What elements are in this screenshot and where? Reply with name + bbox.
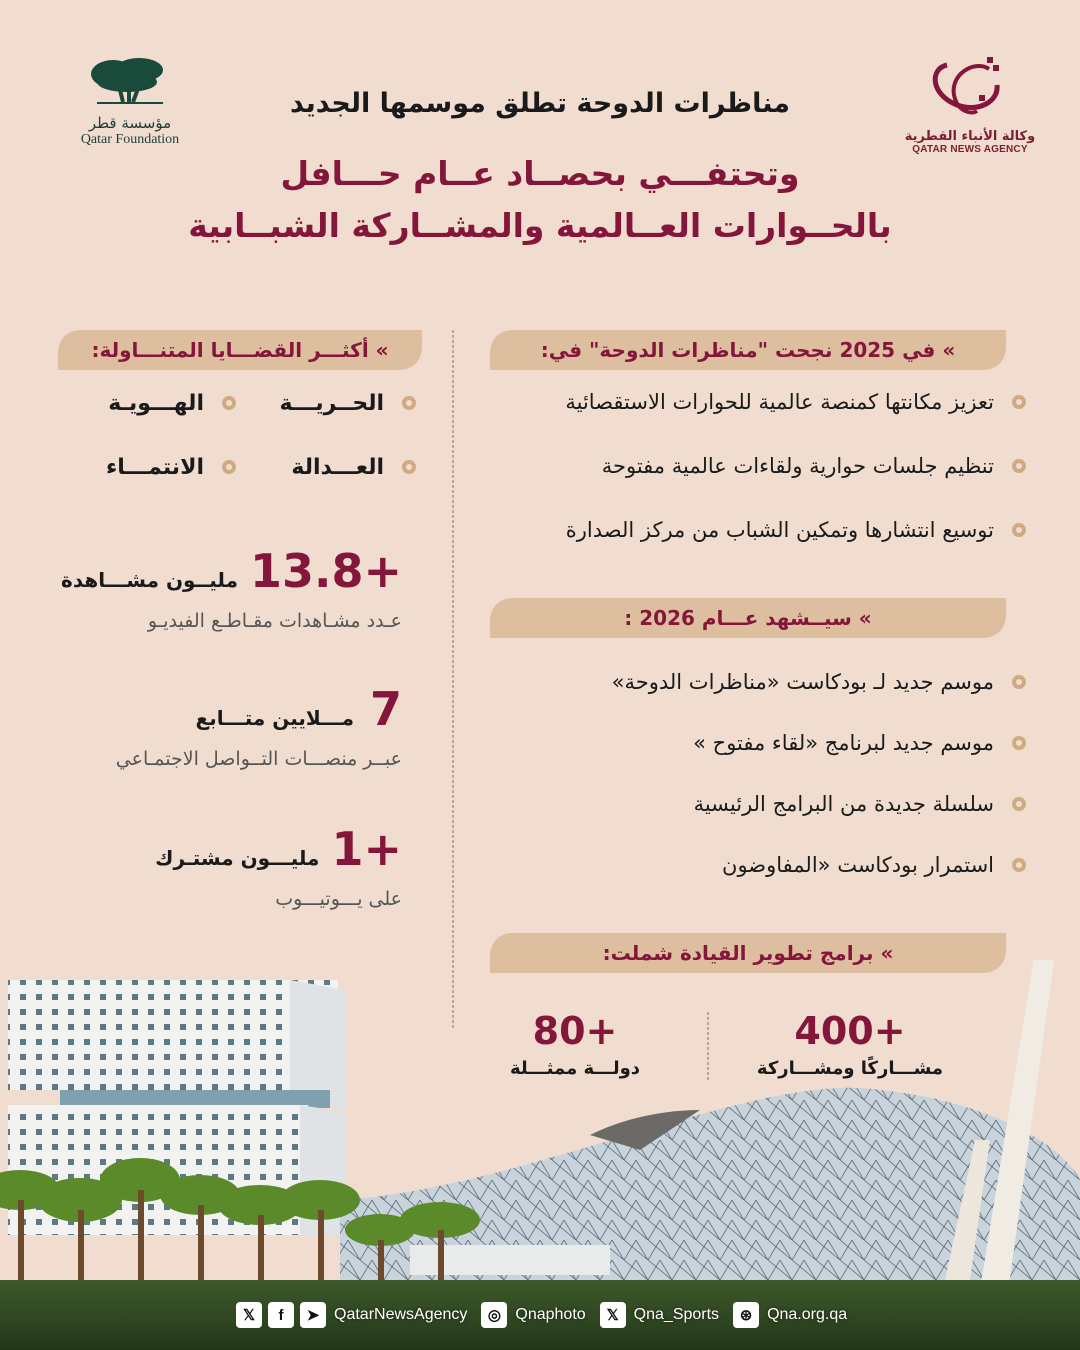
social-footer [236,1300,855,1330]
star-bullet-icon [398,456,420,478]
plan-text: سلسلة جديدة من البرامج الرئيسية [693,792,994,816]
plans-2026-list [470,664,1030,883]
qna-english-name: QATAR NEWS AGENCY [912,144,1028,155]
plan-text: موسم جديد لـ بودكاست «مناظرات الدوحة» [611,670,994,694]
list-item [470,847,1030,883]
star-bullet-icon [1008,793,1030,815]
star-bullet-icon [218,456,240,478]
views-sub: عـدد مشـاهدات مقـاطـع الفيديـو [147,610,402,632]
list-item [470,512,1030,548]
issue-text: الهـــويـة [108,390,204,416]
qna-logo [900,55,1040,155]
issue-text: الحــريـــة [279,390,384,416]
achievement-text: توسيع انتشارها وتمكين الشباب من مركز الصدارة [565,518,994,542]
countries-value: 80+ [532,1009,618,1053]
x-icon[interactable]: 𝕏 [236,1302,262,1328]
qna-arabic-name: وكالة الأنباء القطرية [904,129,1036,144]
leadership-header: » برامج تطوير القيادة شملت: [490,933,1006,973]
issue-text: الانتمـــاء [106,454,204,480]
issue-item [240,390,420,416]
issue-item [60,454,240,480]
qna-emblem-icon [927,55,1013,117]
followers-sub: عبــر منصـــات التــواصل الاجتمـاعي [115,748,402,770]
stat-followers [60,682,402,770]
issues-header: » أكثـــر القضـــايا المتنـــاولة: [58,330,422,370]
qf-english-name: Qatar Foundation [80,132,180,147]
countries-label: دولـــة ممثـــلة [509,1058,641,1079]
participants-value: 400+ [794,1009,906,1053]
page-subtitle: مناظرات الدوحة تطلق موسمها الجديد [290,88,790,119]
list-item [470,664,1030,700]
issue-item [240,454,420,480]
x-icon[interactable]: 𝕏 [600,1302,626,1328]
plans-2026-header: » سيــشهد عـــام 2026 : [490,598,1006,638]
star-bullet-icon [398,392,420,414]
column-divider [452,330,454,1030]
instagram-icon[interactable]: ◎ [481,1302,507,1328]
social-handle-qnaphoto[interactable]: Qnaphoto [515,1306,586,1323]
followers-value: 7 [369,682,402,736]
views-label: مليــون مشـــاهدة [61,568,238,592]
issue-text: العـــدالة [291,454,384,480]
followers-label: مـــلايين متـــابع [195,706,354,730]
achievements-2025-list [470,384,1030,548]
title-line-1: وتحتفـــي بحصــاد عــام حـــافل [280,154,800,193]
participants-label: مشـــاركًا ومشـــاركة [756,1058,944,1079]
star-bullet-icon [1008,455,1030,477]
achievement-text: تعزيز مكانتها كمنصة عالمية للحوارات الاستقصائية [565,390,994,414]
achievement-text: تنظيم جلسات حوارية ولقاءات عالمية مفتوحة [601,454,994,478]
list-item [470,384,1030,420]
page-title [140,148,940,252]
qatar-foundation-logo [60,58,200,148]
stat-subscribers [60,822,402,910]
views-value: 13.8+ [249,544,402,598]
star-bullet-icon [1008,519,1030,541]
qf-arabic-name: مؤسسة قطر [88,114,172,132]
globe-icon[interactable]: ⊛ [733,1302,759,1328]
plan-text: استمرار بودكاست «المفاوضون [722,853,994,877]
plan-text: موسم جديد لبرنامج «لقاء مفتوح » [693,731,994,755]
campus-illustration [0,960,1080,1350]
list-item [470,448,1030,484]
social-handle-qna-sports[interactable]: Qna_Sports [633,1306,720,1323]
issue-item [60,390,240,416]
social-handle-qna[interactable]: QatarNewsAgency [334,1306,468,1323]
star-bullet-icon [1008,732,1030,754]
title-line-2: بالحــوارات العــالمية والمشــاركة الشبــابية [188,206,892,245]
website-link[interactable]: Qna.org.qa [767,1306,848,1323]
star-bullet-icon [1008,671,1030,693]
subscribers-label: مليـــون مشتـرك [155,846,320,870]
telegram-icon[interactable]: ➤ [300,1302,326,1328]
achievements-2025-header: » في 2025 نجحت "مناظرات الدوحة" في: [490,330,1006,370]
subscribers-value: 1+ [331,822,402,876]
star-bullet-icon [218,392,240,414]
list-item [470,786,1030,822]
list-item [470,725,1030,761]
subscribers-sub: على يـــوتيـــوب [275,888,402,910]
issues-grid [60,390,420,480]
facebook-icon[interactable]: f [268,1302,294,1328]
star-bullet-icon [1008,391,1030,413]
tree-icon [87,58,173,106]
star-bullet-icon [1008,854,1030,876]
campus-photo [0,960,1080,1350]
stat-views [60,544,402,632]
